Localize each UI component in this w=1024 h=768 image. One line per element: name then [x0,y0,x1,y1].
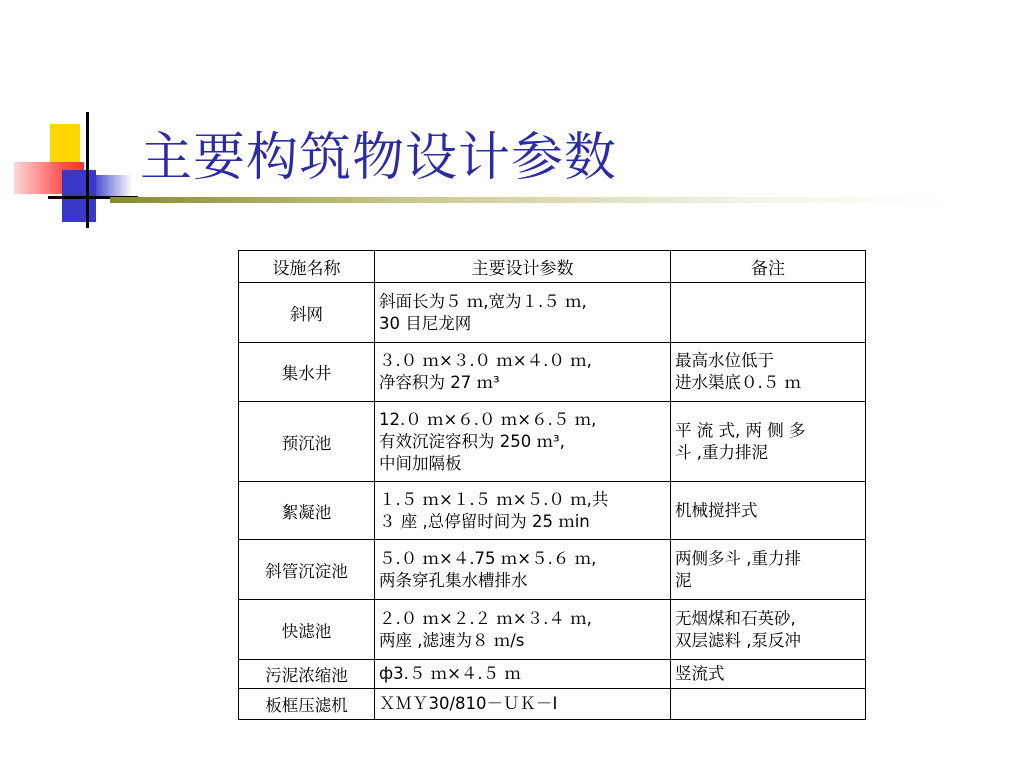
remark-line: 进水渠底０.５ ｍ [675,373,801,392]
table-row [239,600,866,660]
remark-line: 两侧多斗 ,重力排 [675,548,801,568]
facility-name-cell: 板框压滤机 [239,689,375,720]
parameters-cell [375,689,671,720]
remarks-cell [671,600,866,660]
parameter-line: 两座 ,滤速为８ ｍ/s [379,630,525,650]
title-underline [110,197,970,203]
table-row [239,689,866,720]
facility-name-cell: 斜管沉淀池 [239,540,375,600]
facility-name-cell: 污泥浓缩池 [239,660,375,689]
remark-line: 机械搅拌式 [675,500,758,520]
remark-line: 平 流 式, 两 侧 多 [675,420,806,440]
ornament-blue-fade [96,175,132,197]
remarks-cell [671,540,866,600]
header-facility-name: 设施名称 [239,251,375,283]
parameters-cell [375,600,671,660]
remarks-cell [671,343,866,402]
table-row [239,540,866,600]
parameter-line: ＸＭＹ30/810－ＵＫ－Ⅰ [379,694,558,713]
remarks-cell [671,402,866,482]
remarks-cell [671,660,866,689]
parameter-line: ５.０ ｍ×４.75 ｍ×５.６ ｍ, [379,548,597,568]
remark-line: 最高水位低于 [675,351,774,370]
remark-line: 双层滤料 ,泵反冲 [675,630,801,650]
parameter-line: 30 目尼龙网 [379,313,472,333]
parameter-line: ３ 座 ,总停留时间为 25 ｍin [379,511,590,531]
parameter-line: ２.０ ｍ×２.２ ｍ×３.４ ｍ, [379,608,592,628]
remarks-cell [671,482,866,540]
parameter-line: 斜面长为５ ｍ,宽为１.５ ｍ, [379,291,587,311]
table-header-row [239,251,866,283]
remark-line: 斗 ,重力排泥 [675,442,768,462]
facility-name-cell: 快滤池 [239,600,375,660]
table-row [239,343,866,402]
parameters-cell [375,660,671,689]
parameter-line: 有效沉淀容积为 250 ｍ³, [379,431,565,451]
table-row [239,482,866,540]
parameter-line: １.５ ｍ×１.５ ｍ×５.０ ｍ,共 [379,489,609,509]
parameter-line: ３.０ ｍ×３.０ ｍ×４.０ ｍ, [379,351,592,370]
parameters-cell [375,540,671,600]
parameters-cell [375,343,671,402]
parameter-line: 中间加隔板 [379,453,462,473]
parameters-cell [375,402,671,482]
remark-line: 无烟煤和石英砂, [675,608,796,628]
design-parameters-table [238,250,866,720]
parameters-cell [375,482,671,540]
parameters-cell [375,283,671,343]
facility-name-cell: 集水井 [239,343,375,402]
parameter-line: ф3.５ ｍ×４.５ ｍ [379,664,521,683]
slide-title: 主要构筑物设计参数 [140,128,618,188]
table-row [239,402,866,482]
remark-line: 泥 [675,570,692,590]
remarks-cell [671,689,866,720]
header-main-parameters: 主要设计参数 [375,251,671,283]
remark-line: 竖流式 [675,664,725,683]
header-remarks: 备注 [671,251,866,283]
ornament-vertical-line [86,112,89,228]
facility-name-cell: 絮凝池 [239,482,375,540]
facility-name-cell: 斜网 [239,283,375,343]
remarks-cell [671,283,866,343]
facility-name-cell: 预沉池 [239,402,375,482]
parameter-line: 12.０ ｍ×６.０ ｍ×６.５ ｍ, [379,409,597,429]
parameter-line: 净容积为 27 ｍ³ [379,373,500,392]
table-row [239,660,866,689]
parameter-line: 两条穿孔集水槽排水 [379,570,528,590]
table-row [239,283,866,343]
